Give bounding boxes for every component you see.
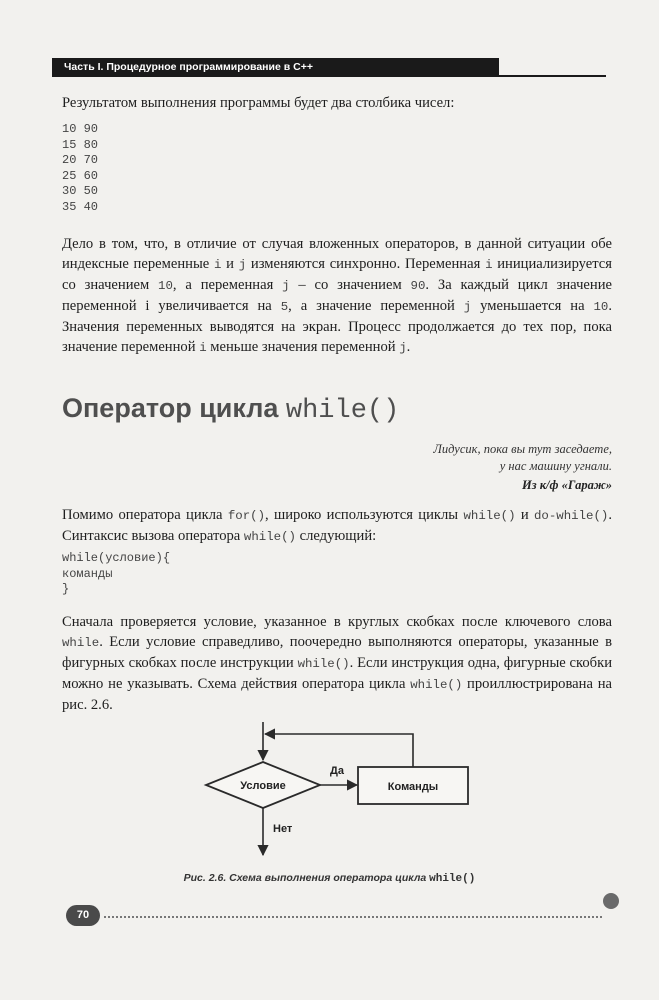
code-line: } (62, 582, 70, 596)
epigraph-line: у нас машину угнали. (499, 458, 612, 473)
epigraph-line: Лидусик, пока вы тут заседаете, (433, 442, 612, 456)
output-line: 20 70 (62, 153, 99, 168)
output-line: 30 50 (62, 184, 99, 199)
code-line: while(условие){ (62, 551, 171, 565)
description-paragraph: Сначала проверяется условие, указанное в круглых скобках после ключевого слова while. Если условие справедливо, поочередно выполняются операторы, указанные в фигурных скобках после инструкции while(). Если инструкция одна, фигурные скобки можно не указывать. Схема действия оператора цикла while() проиллюстрирована на рис. 2.6. (62, 614, 613, 713)
explanation-paragraph: Дело в том, что, в отличие от случая вложенных операторов, в данной ситуации обе индексные переменные i и j изменяются синхронно. Переменная i инициализируется со значением 10, а переменная j – со значением 90. За каждый цикл значение переменной i увеличивается на 5, а значение переменной j уменьшается на 10. Значения переменных выводятся на экран. Процесс продолжается до тех пор, пока значение переменной i меньше значения переменной j. (62, 236, 612, 355)
output-line: 35 40 (62, 199, 99, 214)
condition-label: Условие (240, 780, 286, 792)
section-heading: Оператор цикла while() (62, 393, 400, 426)
loop-back-arrow (265, 734, 413, 767)
no-label: Нет (273, 823, 293, 835)
intro-paragraph: Результатом выполнения программы будет два столбика чисел: (62, 95, 455, 111)
epigraph-source: Из к/ф «Гараж» (522, 478, 612, 492)
output-line: 10 90 (62, 122, 99, 136)
output-line: 25 60 (62, 168, 99, 183)
footer-dot-ornament (603, 893, 619, 909)
page-number: 70 (66, 905, 100, 926)
commands-label: Команды (387, 781, 439, 793)
figure-caption: Рис. 2.6. Схема выполнения оператора цикла while() (183, 872, 476, 885)
output-line: 15 80 (62, 137, 99, 152)
footer-dotted-rule (104, 916, 602, 918)
yes-label: Да (330, 765, 344, 777)
code-line: команды (62, 566, 113, 581)
syntax-intro-paragraph: Помимо оператора цикла for(), широко используются циклы while() и do-while(). Синтаксис вызова оператора while() следующий: (62, 507, 613, 544)
running-header-title: Часть I. Процедурное программирование в C++ (64, 61, 313, 73)
